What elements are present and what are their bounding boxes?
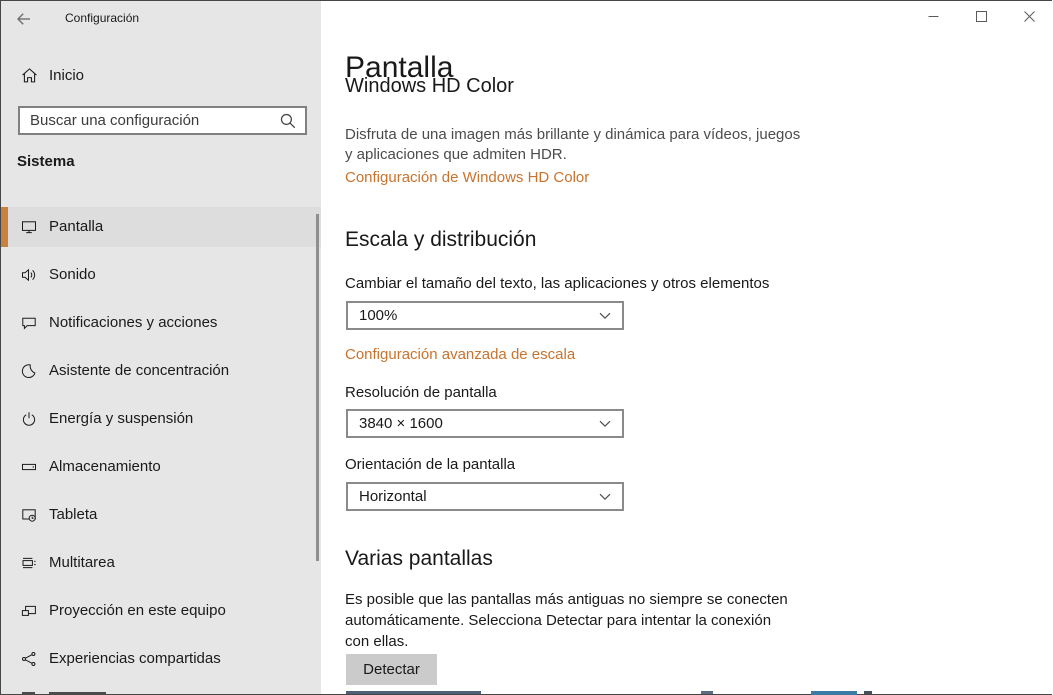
page-title: Pantalla xyxy=(345,51,454,84)
multiple-displays-description: Es posible que las pantallas más antiguas no siempre se conecten automáticamente. Selecciona Detectar para intentar la conexión con ellas. xyxy=(345,591,788,650)
selected-indicator xyxy=(1,207,8,247)
scale-size-label: Cambiar el tamaño del texto, las aplicaciones y otros elementos xyxy=(345,275,770,292)
back-button[interactable] xyxy=(11,7,37,31)
storage-icon xyxy=(21,459,37,475)
orientation-dropdown-value: Horizontal xyxy=(359,488,427,505)
chevron-down-icon xyxy=(599,420,611,428)
home-icon xyxy=(21,67,38,84)
clipped-content-fragment xyxy=(346,691,481,694)
back-arrow-icon xyxy=(15,10,33,28)
scale-dropdown[interactable] xyxy=(346,301,624,330)
sidebar-item-proyeccion[interactable]: Proyección en este equipo xyxy=(1,591,321,631)
sidebar-item-pantalla[interactable]: Pantalla xyxy=(1,207,321,247)
sound-icon xyxy=(21,267,37,283)
resolution-dropdown[interactable] xyxy=(346,409,624,438)
scrolled-heading-windows-hd-color: Windows HD Color xyxy=(345,75,514,97)
power-icon xyxy=(21,411,37,427)
sidebar-item-energia[interactable]: Energía y suspensión xyxy=(1,399,321,439)
tablet-icon xyxy=(21,507,37,523)
clipped-content-fragment xyxy=(864,691,872,694)
search-icon[interactable] xyxy=(279,112,297,130)
sidebar-item-inicio[interactable] xyxy=(1,59,321,93)
multitask-icon xyxy=(21,555,37,571)
scale-section-title: Escala y distribución xyxy=(345,228,537,251)
resolution-dropdown-value: 3840 × 1600 xyxy=(359,415,443,432)
detect-button[interactable]: Detectar xyxy=(346,654,437,685)
shared-experiences-icon xyxy=(21,651,37,667)
sidebar-item-multitarea[interactable]: Multitarea xyxy=(1,543,321,583)
sidebar-section-title: Sistema xyxy=(17,153,75,170)
clipped-content-fragment xyxy=(811,691,857,695)
hd-color-description: Disfruta de una imagen más brillante y dinámica para vídeos, juegos y aplicaciones que admiten HDR. xyxy=(345,126,801,163)
sidebar-item-asistente[interactable]: Asistente de concentración xyxy=(1,351,321,391)
scale-dropdown-value: 100% xyxy=(359,307,398,324)
multiple-displays-section-title: Varias pantallas xyxy=(345,547,493,570)
sidebar-item-label: Inicio xyxy=(49,67,85,84)
main-panel xyxy=(321,1,1053,694)
display-icon xyxy=(21,219,37,235)
close-button[interactable] xyxy=(1007,1,1051,31)
sidebar-item-experiencias[interactable]: Experiencias compartidas xyxy=(1,639,321,679)
sidebar-item-tableta[interactable]: Tableta xyxy=(1,495,321,535)
sidebar xyxy=(1,1,321,694)
projection-icon xyxy=(21,603,37,619)
advanced-scale-link[interactable]: Configuración avanzada de escala xyxy=(345,346,576,363)
orientation-label: Orientación de la pantalla xyxy=(345,456,516,473)
orientation-dropdown[interactable] xyxy=(346,482,624,511)
search-input[interactable] xyxy=(20,112,279,129)
maximize-button[interactable] xyxy=(959,1,1003,31)
clipped-content-fragment xyxy=(701,691,713,694)
chevron-down-icon xyxy=(599,312,611,320)
hd-color-settings-link[interactable]: Configuración de Windows HD Color xyxy=(345,169,590,186)
sidebar-item-almacenamiento[interactable]: Almacenamiento xyxy=(1,447,321,487)
search-box xyxy=(18,106,307,135)
focus-assist-icon xyxy=(21,363,37,379)
sidebar-item-sonido[interactable]: Sonido xyxy=(1,255,321,295)
chevron-down-icon xyxy=(599,493,611,501)
sidebar-item-notificaciones[interactable]: Notificaciones y acciones xyxy=(1,303,321,343)
resolution-label: Resolución de pantalla xyxy=(345,384,497,401)
notifications-icon xyxy=(21,315,37,331)
window-title: Configuración xyxy=(65,11,140,25)
minimize-button[interactable] xyxy=(911,1,955,31)
sidebar-scrollbar[interactable] xyxy=(316,214,319,561)
